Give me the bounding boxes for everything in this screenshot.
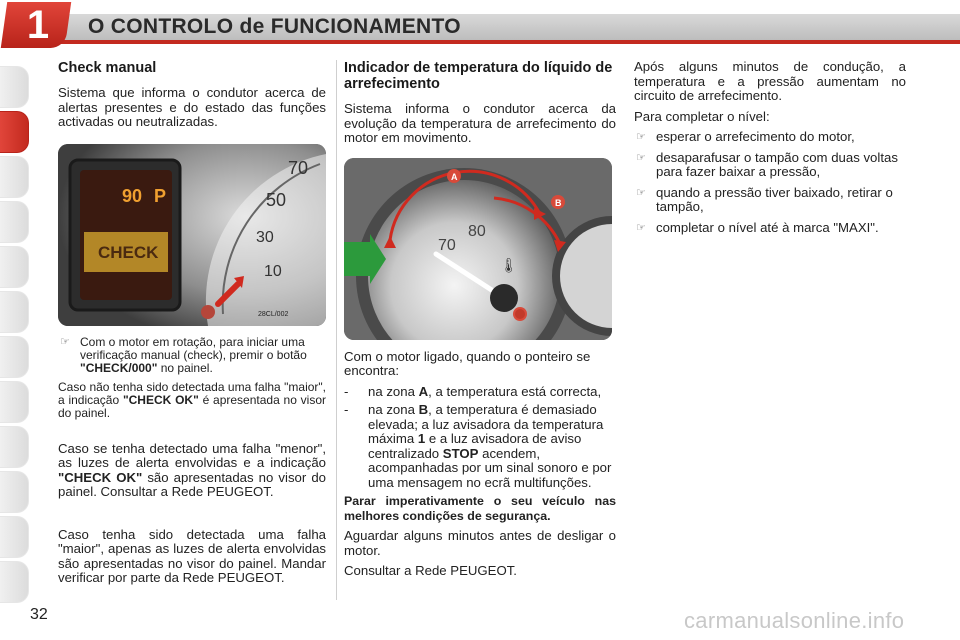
pointing-hand-icon: ☞: [636, 186, 646, 199]
speed-label: 10: [264, 262, 282, 280]
list-item: ☞ Com o motor em rotação, para iniciar uma verificação manual (check), premir o botão "CHECK/000" no painel.: [60, 334, 307, 375]
temperature-gauge-illustration: [344, 158, 612, 340]
pointing-hand-icon: ☞: [636, 151, 646, 164]
gauge-label: 80: [468, 222, 486, 240]
coolant-temperature-section: [344, 60, 616, 585]
temperature-warning-light: [515, 309, 525, 319]
pointing-hand-icon: ☞: [60, 335, 70, 348]
safety-warning: Parar imperativamente o seu veículo nas melhores condições de segurança.: [344, 494, 616, 523]
wait-instruction: Aguardar alguns minutos antes de desligar o motor.: [344, 528, 616, 558]
header-accent-line: [60, 40, 960, 44]
page-title: O CONTROLO de FUNCIONAMENTO: [88, 15, 461, 38]
list-item: - na zona B, a temperatura é demasiado elevada; a luz avisadora da temperatura máxima 1 e a luz avisadora de aviso centralizado STOP acendem, acompanhadas por um sinal sonoro e por uma mensagem no ecrã multifunções.: [344, 402, 612, 490]
temperature-gauge-photo: [344, 158, 612, 340]
display-check-text: CHECK: [98, 242, 159, 262]
zone-a-marker: A: [451, 171, 458, 182]
section-heading-check-manual: Check manual: [58, 60, 157, 76]
dash-marker: -: [344, 402, 349, 417]
page-number: 32: [30, 606, 48, 623]
coolant-refill-section: [634, 60, 906, 241]
list-item: ☞ esperar o arrefecimento do motor,: [636, 129, 855, 144]
gauge-label: 70: [438, 236, 456, 254]
dash-marker: -: [344, 383, 349, 399]
display-value: P: [154, 185, 167, 206]
refill-intro: Após alguns minutos de condução, a temperatura e a pressão aumentam no circuito de arrefecimento.: [634, 59, 906, 103]
refill-heading: Para completar o nível:: [634, 108, 770, 124]
speed-label: 70: [288, 157, 309, 178]
side-tab[interactable]: [0, 471, 29, 513]
side-tab[interactable]: [0, 381, 29, 423]
column-divider: [336, 60, 337, 600]
pointing-hand-icon: ☞: [636, 131, 646, 143]
zone-b-marker: B: [555, 197, 562, 208]
side-tab[interactable]: [0, 561, 29, 603]
instrument-panel-photo: [58, 144, 326, 326]
list-item: ☞ quando a pressão tiver baixado, retirar o tampão,: [636, 184, 893, 214]
coolant-intro: Sistema informa o condutor acerca da evolução da temperatura de arrefecimento do motor em movimento.: [344, 101, 616, 145]
side-tab[interactable]: [0, 336, 29, 378]
pointer-position-text: Com o motor ligado, quando o ponteiro se encontra:: [344, 348, 591, 378]
watermark: carmanualsonline.info: [684, 608, 905, 633]
check-manual-intro: Sistema que informa o condutor acerca de alertas presentes e do estado das funções activadas ou neutralizadas.: [58, 85, 326, 129]
major-fault-paragraph: Caso tenha sido detectada uma falha "maior", apenas as luzes de alerta envolvidas são apresentadas no visor do painel. Mandar verificar por parte da Rede PEUGEOT.: [58, 526, 326, 585]
side-tab[interactable]: [0, 201, 29, 243]
side-tab[interactable]: [0, 426, 29, 468]
photo-ref-code: 28CL/002: [258, 310, 289, 318]
page-header: [0, 0, 960, 50]
side-tab[interactable]: [0, 516, 29, 558]
side-tab[interactable]: [0, 246, 29, 288]
display-value: 90: [122, 185, 143, 206]
side-tab[interactable]: [0, 66, 29, 108]
check-manual-section: [58, 60, 326, 592]
side-tab[interactable]: [0, 156, 29, 198]
pointing-hand-icon: ☞: [636, 221, 646, 234]
list-item: - na zona A, a temperatura está correcta,: [344, 383, 602, 399]
side-tab-active[interactable]: [0, 111, 29, 153]
check-ok-note: Caso não tenha sido detectada uma falha "maior", a indicação "CHECK OK" é apresentada no visor do painel.: [58, 379, 327, 420]
section-heading-coolant: Indicador de temperatura do líquido de arrefecimento: [344, 60, 613, 92]
speed-label: 50: [266, 189, 287, 210]
chapter-number: 1: [26, 3, 50, 47]
list-item: ☞ desaparafusar o tampão com duas voltas para fazer baixar a pressão,: [636, 149, 898, 179]
consult-network: Consultar a Rede PEUGEOT.: [344, 563, 517, 578]
speed-label: 30: [256, 228, 274, 246]
instrument-panel-illustration: [58, 144, 326, 326]
side-tab[interactable]: [0, 291, 29, 333]
list-item: ☞ completar o nível até à marca "MAXI".: [636, 219, 879, 235]
coolant-temperature-icon: 🌡: [500, 257, 518, 274]
minor-fault-paragraph: Caso se tenha detectado uma falha "menor", as luzes de alerta envolvidas e a indicação "CHECK OK" são apresentadas no visor do painel. Consultar a Rede PEUGEOT.: [58, 440, 327, 499]
chapter-side-tabs: [0, 66, 34, 606]
